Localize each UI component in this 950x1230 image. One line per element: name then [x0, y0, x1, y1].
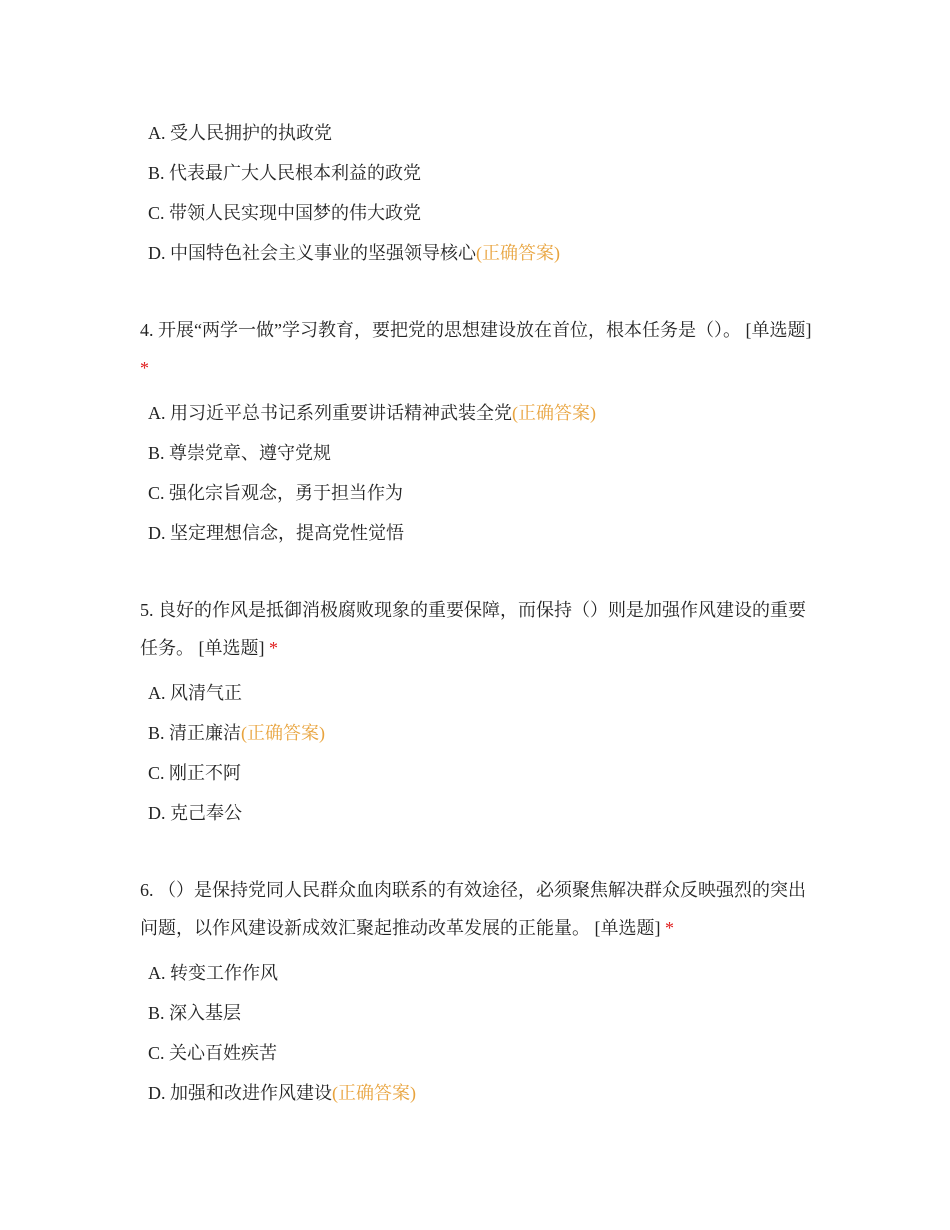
q3-option-a	[148, 113, 560, 153]
option-letter: B.	[148, 1003, 165, 1023]
option-text: 受人民拥护的执政党	[170, 123, 332, 143]
option-text: 克己奉公	[170, 803, 242, 823]
q4-option-d	[148, 513, 596, 553]
option-text: 风清气正	[170, 683, 242, 703]
option-text: 用习近平总书记系列重要讲话精神武装全党	[170, 403, 512, 423]
q5-option-d	[148, 793, 325, 833]
q5-option-b	[148, 713, 325, 753]
q6-options	[148, 953, 416, 1113]
option-letter: B.	[148, 163, 165, 183]
q4-option-b	[148, 433, 596, 473]
correct-answer-label: (正确答案)	[476, 243, 560, 263]
q5-option-c	[148, 753, 325, 793]
option-letter: D.	[148, 243, 166, 263]
q6-option-d	[148, 1073, 416, 1113]
option-letter: A.	[148, 123, 166, 143]
q6-question	[140, 871, 820, 947]
option-letter: A.	[148, 403, 166, 423]
q4-option-a	[148, 393, 596, 433]
q4-options	[148, 393, 596, 553]
option-text: 尊崇党章、遵守党规	[169, 443, 332, 463]
option-letter: D.	[148, 523, 166, 543]
option-letter: B.	[148, 443, 165, 463]
q3-options	[148, 113, 560, 273]
option-text: 刚正不阿	[169, 763, 242, 783]
option-letter: C.	[148, 203, 165, 223]
required-mark: *	[269, 638, 278, 658]
option-text: 深入基层	[169, 1003, 242, 1023]
q5-option-a	[148, 673, 325, 713]
option-letter: A.	[148, 683, 166, 703]
q5-question	[140, 591, 820, 667]
option-text: 代表最广大人民根本利益的政党	[169, 163, 422, 183]
q4-question	[140, 311, 820, 387]
option-text: 坚定理想信念，提高党性觉悟	[170, 523, 404, 543]
q5-options	[148, 673, 325, 833]
required-mark: *	[665, 918, 674, 938]
option-text: 清正廉洁	[169, 723, 242, 743]
option-text: 强化宗旨观念，勇于担当作为	[169, 483, 404, 503]
option-letter: C.	[148, 483, 165, 503]
option-letter: A.	[148, 963, 166, 983]
question-text: 6. （）是保持党同人民群众血肉联系的有效途径，必须聚焦解决群众反映强烈的突出问题，以作风建设新成效汇聚起推动改革发展的正能量。 [单选题]	[140, 880, 806, 938]
correct-answer-label: (正确答案)	[332, 1083, 416, 1103]
option-letter: D.	[148, 1083, 166, 1103]
option-text: 带领人民实现中国梦的伟大政党	[169, 203, 422, 223]
option-text: 关心百姓疾苦	[169, 1043, 278, 1063]
q3-option-d	[148, 233, 560, 273]
q6-option-a	[148, 953, 416, 993]
option-letter: C.	[148, 1043, 165, 1063]
option-letter: D.	[148, 803, 166, 823]
correct-answer-label: (正确答案)	[512, 403, 596, 423]
question-text: 5. 良好的作风是抵御消极腐败现象的重要保障，而保持（）则是加强作风建设的重要任务。 [单选题]	[140, 600, 806, 658]
option-letter: C.	[148, 763, 165, 783]
q4-option-c	[148, 473, 596, 513]
option-text: 中国特色社会主义事业的坚强领导核心	[170, 243, 476, 263]
required-mark: *	[140, 358, 149, 378]
q6-option-b	[148, 993, 416, 1033]
correct-answer-label: (正确答案)	[241, 723, 326, 743]
option-text: 加强和改进作风建设	[170, 1083, 332, 1103]
q6-option-c	[148, 1033, 416, 1073]
option-letter: B.	[148, 723, 165, 743]
q3-option-c	[148, 193, 560, 233]
question-text: 4. 开展“两学一做”学习教育，要把党的思想建设放在首位，根本任务是（）。 [单选题]	[140, 320, 812, 340]
option-text: 转变工作作风	[170, 963, 278, 983]
q3-option-b	[148, 153, 560, 193]
